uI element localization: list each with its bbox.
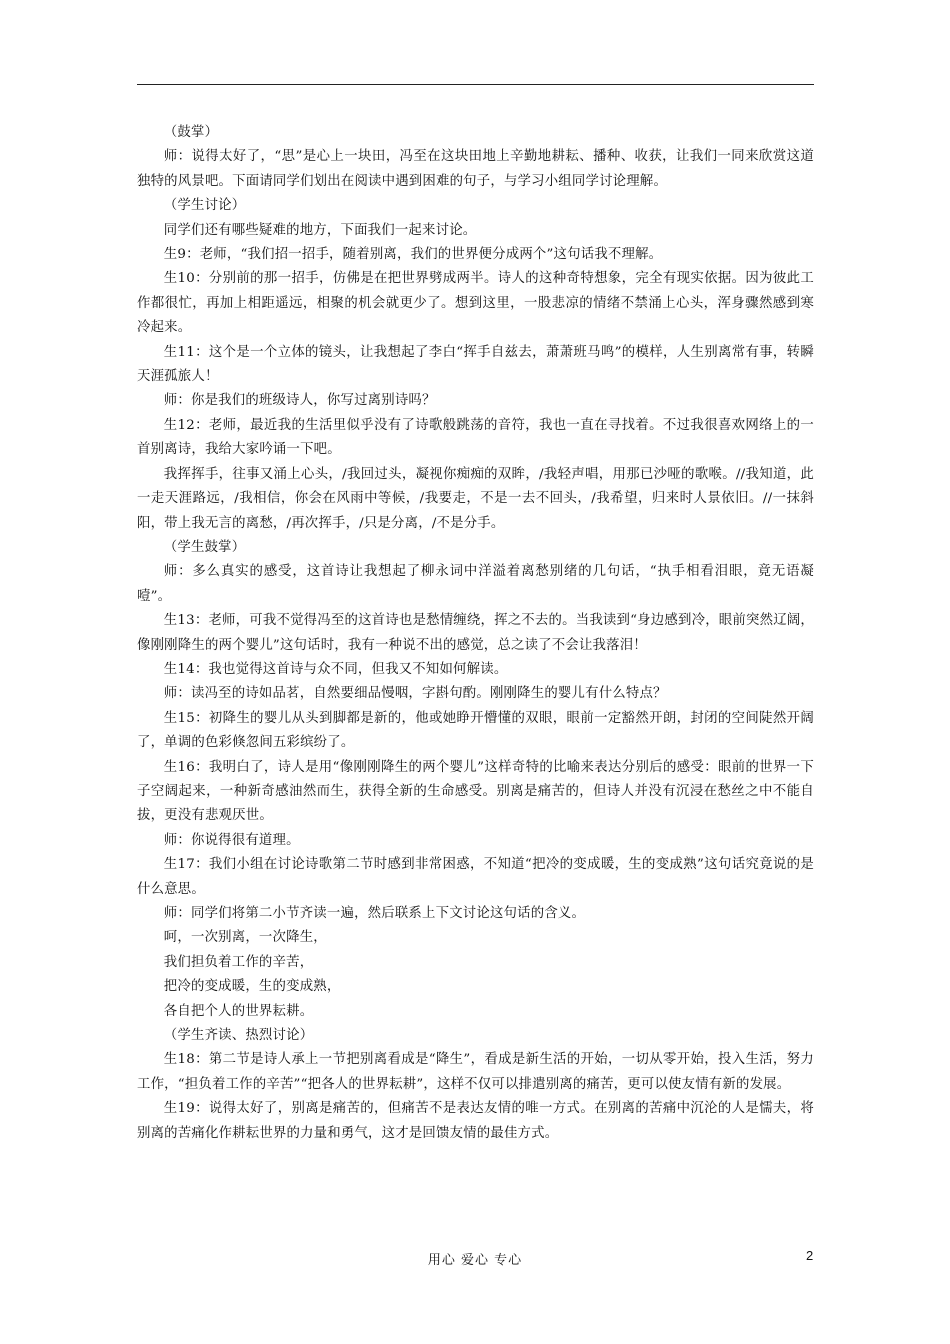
paragraph: 师：说得太好了，“思”是心上一块田，冯至在这块田地上辛勤地耕耘、播种、收获，让我们一同来欣赏这道独特的风景吧。下面请同学们划出在阅读中遇到困难的句子，与学习小组同学讨论理解。 xyxy=(137,149,814,189)
paragraph: 师：同学们将第二小节齐读一遍，然后联系上下文讨论这句话的含义。 xyxy=(163,906,586,921)
paragraph: 生15：初降生的婴儿从头到脚都是新的，他或她睁开懵懂的双眼，眼前一定豁然开朗，封闭的空间陡然开阔了，单调的色彩倏忽间五彩缤纷了。 xyxy=(137,710,814,751)
paragraph: 师：你是我们的班级诗人，你写过离别诗吗？ xyxy=(163,393,436,409)
paragraph: 生16：我明白了，诗人是用“像刚刚降生的两个婴儿”这样奇特的比喻来表达分别后的感受：眼前的世界一下子空阔起来，一种新奇感油然而生，获得全新的生命感受。别离是痛苦的，但诗人并没有沉浸在愁丝之中不能自拔，更没有悲观厌世。 xyxy=(137,759,814,824)
header-rule xyxy=(137,84,814,85)
paragraph: 生18：第二节是诗人承上一节把别离看成是“降生”，看成是新生活的开始，一切从零开始，投入生活，努力工作，“担负着工作的辛苦”“把各人的世界耘耕”，这样不仅可以排遣别离的痛苦，更可以使友情有新的发展。 xyxy=(137,1052,814,1092)
document-body xyxy=(137,121,814,1146)
poem-line: 把冷的变成暖，生的变成熟， xyxy=(163,979,341,995)
paragraph: 生19：说得太好了，别离是痛苦的，但痛苦不是表达友情的唯一方式。在别离的苦痛中沉沦的人是懦夫，将别离的苦痛化作耕耘世界的力量和勇气，这才是回馈友情的最佳方式。 xyxy=(137,1101,814,1141)
paragraph: 生14：我也觉得这首诗与众不同，但我又不知如何解读。 xyxy=(163,661,508,677)
paragraph: 生17：我们小组在讨论诗歌第二节时感到非常困惑，不知道“把冷的变成暖，生的变成熟”这句话究竟说的是什么意思。 xyxy=(137,857,814,897)
paragraph: 生9：老师，“我们招一招手，随着别离，我们的世界便分成两个”这句话我不理解。 xyxy=(163,247,663,263)
page-number: 2 xyxy=(806,1248,814,1263)
paragraph: （学生讨论） xyxy=(163,198,246,214)
poem-line: 呵，一次别离，一次降生， xyxy=(163,930,327,946)
paragraph: 生12：老师，最近我的生活里似乎没有了诗歌般跳荡的音符，我也一直在寻找着。不过我很喜欢网络上的一首别离诗，我给大家吟诵一下吧。 xyxy=(137,417,814,458)
paragraph: 生10：分别前的那一招手，仿佛是在把世界劈成两半。诗人的这种奇特想象，完全有现实依据。因为彼此工作都很忙，再加上相距遥远，相聚的机会就更少了。想到这里，一股悲凉的情绪不禁涌上心头，浑身骤然感到寒冷起来。 xyxy=(137,271,814,336)
paragraph: 同学们还有哪些疑难的地方，下面我们一起来讨论。 xyxy=(163,222,477,238)
paragraph: 师：你说得很有道理。 xyxy=(163,832,300,848)
paragraph: 师：读冯至的诗如品茗，自然要细品慢咽，字斟句酌。刚刚降生的婴儿有什么特点？ xyxy=(163,686,667,702)
paragraph: 师：多么真实的感受，这首诗让我想起了柳永词中洋溢着离愁别绪的几句话，“执手相看泪眼，竟无语凝噎”。 xyxy=(137,564,814,604)
paragraph: （学生鼓掌） xyxy=(163,539,246,555)
poem-quote: 我挥挥手，往事又涌上心头，/我回过头，凝视你痴痴的双眸，/我轻声唱，用那已沙哑的歌喉。//我知道，此一走天涯路远，/我相信，你会在风雨中等候，/我要走，不是一去不回头，/我希望，归来时人景依旧。//一抹斜阳，带上我无言的离愁，/再次挥手，/只是分离，/不是分手。 xyxy=(137,466,814,531)
paragraph: （鼓掌） xyxy=(163,125,219,140)
poem-line: 各自把个人的世界耘耕。 xyxy=(163,1003,314,1019)
footer-motto: 用心 爱心 专心 xyxy=(427,1253,523,1268)
paragraph: （学生齐读、热烈讨论） xyxy=(163,1028,314,1044)
poem-line: 我们担负着工作的辛苦， xyxy=(163,954,314,970)
paragraph: 生13：老师，可我不觉得冯至的这首诗也是愁情缠绕，挥之不去的。当我读到“身边感到冷，眼前突然辽阔，像刚刚降生的两个婴儿”这句话时，我有一种说不出的感觉，总之读了不会让我落泪！ xyxy=(137,613,814,653)
paragraph: 生11：这个是一个立体的镜头，让我想起了李白“挥手自兹去，萧萧班马鸣”的模样，人生别离常有事，转瞬天涯孤旅人！ xyxy=(137,344,814,385)
